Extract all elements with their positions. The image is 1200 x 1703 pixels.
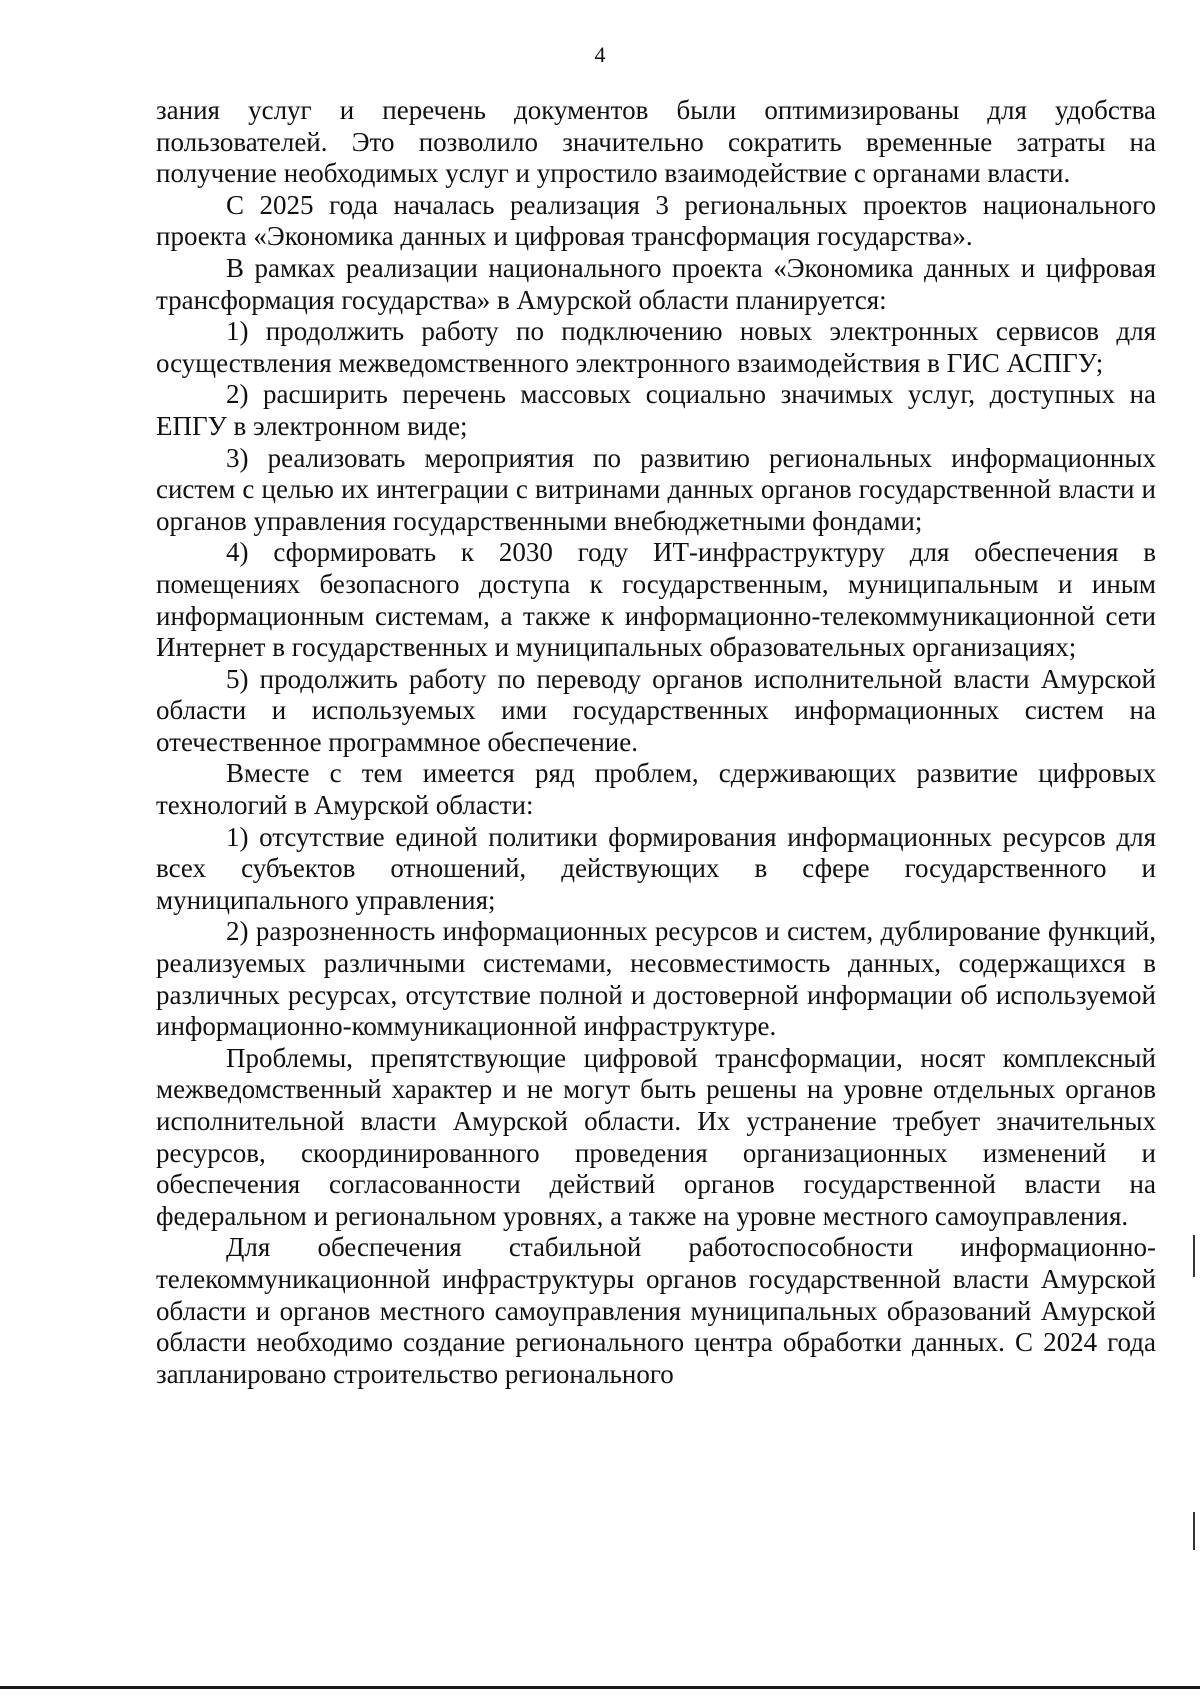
scan-bottom-edge	[0, 1686, 1200, 1689]
paragraph-problems-intro: Вместе с тем имеется ряд проблем, сдерживающих развитие цифровых технологий в Амурской области:	[156, 758, 1156, 821]
plan-item-1: 1) продолжить работу по подключению новых электронных сервисов для осуществления межведомственного электронного взаимодействия в ГИС АСПГУ;	[156, 316, 1156, 378]
document-body	[156, 95, 1156, 1390]
paragraph-plans-intro: В рамках реализации национального проекта «Экономика данных и цифровая трансформация государства» в Амурской области планируется:	[156, 252, 1156, 315]
paragraph-projects-2025: С 2025 года началась реализация 3 региональных проектов национального проекта «Экономика данных и цифровая трансформация государства».	[156, 189, 1156, 252]
paragraph-continuation: зания услуг и перечень документов были оптимизированы для удобства пользователей. Это позволило значительно сократить временные затраты на получение необходимых услуг и упростило взаимодействие с органами власти.	[156, 95, 1156, 189]
page-number: 4	[594, 42, 606, 67]
scan-edge-mark	[1193, 1512, 1195, 1550]
problem-item-2: 2) разрозненность информационных ресурсов и систем, дублирование функций, реализуемых различными системами, несовместимость данных, содержащихся в различных ресурсах, отсутствие полной и достоверной информации об используемой информационно-коммуникационной инфраструктуре.	[156, 916, 1156, 1042]
problem-item-1: 1) отсутствие единой политики формирования информационных ресурсов для всех субъектов отношений, действующих в сфере государственного и муниципального управления;	[156, 821, 1156, 915]
paragraph-problems-nature: Проблемы, препятствующие цифровой трансформации, носят комплексный межведомственный характер и не могут быть решены на уровне отдельных органов исполнительной власти Амурской области. Их устранение требует значительных ресурсов, скоординированного проведения организационных изменений и обеспечения согласованности действий органов государственной власти на федеральном и региональном уровнях, а также на уровне местного самоуправления.	[156, 1042, 1156, 1231]
plan-item-3: 3) реализовать мероприятия по развитию региональных информационных систем с целью их интеграции с витринами данных органов государственной власти и органов управления государственными внебюджетными фондами;	[156, 442, 1156, 536]
scan-edge-mark	[1193, 1235, 1195, 1277]
plan-item-2: 2) расширить перечень массовых социально значимых услуг, доступных на ЕПГУ в электронном виде;	[156, 379, 1156, 441]
plan-item-4: 4) сформировать к 2030 году ИТ-инфраструктуру для обеспечения в помещениях безопасного доступа к государственным, муниципальным и иным информационным системам, а также к информационно-телекоммуникационной сети Интернет в государственных и муниципальных образовательных организациях;	[156, 537, 1156, 663]
paragraph-data-center: Для обеспечения стабильной работоспособности информационно-телекоммуникационной инфраструктуры органов государственной власти Амурской области и органов местного самоуправления муниципальных образований Амурской области необходимо создание регионального центра обработки данных. С 2024 года запланировано строительство регионального	[156, 1232, 1156, 1389]
plan-item-5: 5) продолжить работу по переводу органов исполнительной власти Амурской области и используемых ими государственных информационных систем на отечественное программное обеспечение.	[156, 663, 1156, 757]
